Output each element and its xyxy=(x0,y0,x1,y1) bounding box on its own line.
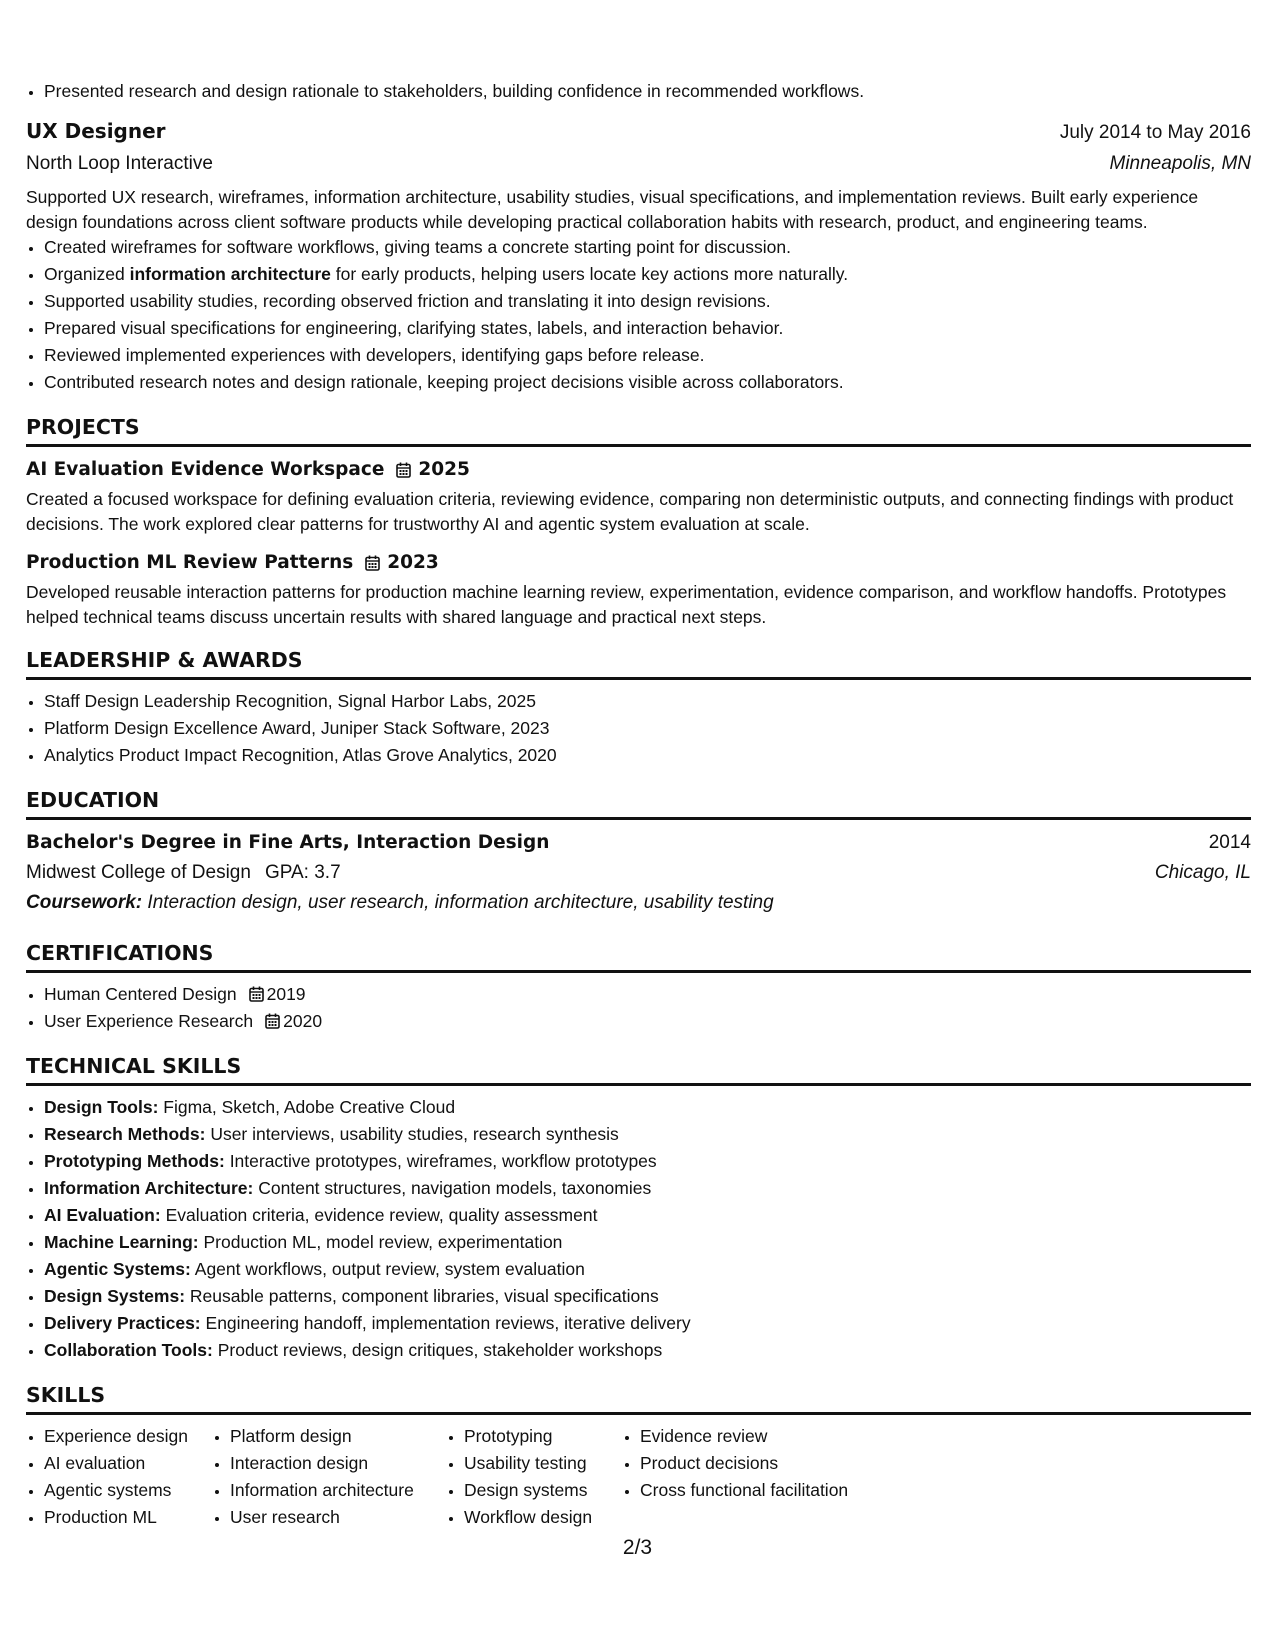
job-dates: July 2014 to May 2016 xyxy=(1059,122,1251,143)
list-item: • Platform Design Excellence Award, Juniper Stack Software, 2023 xyxy=(44,715,1251,742)
skills-grid xyxy=(26,1423,1251,1531)
calendar-icon xyxy=(249,986,264,1002)
skills-column xyxy=(622,1423,900,1531)
technical-skills-section xyxy=(26,1051,1251,1364)
list-item: • Evidence review xyxy=(640,1423,900,1450)
technical-skills-list xyxy=(26,1094,1251,1364)
leadership-section xyxy=(26,645,1251,769)
list-item: • Organized information architecture for early products, helping users locate key actions more naturally. xyxy=(44,261,1251,288)
list-item: • Experience design xyxy=(44,1423,212,1450)
previous-job-bullets xyxy=(26,78,1251,105)
list-item: • Presented research and design rationale to stakeholders, building confidence in recommended workflows. xyxy=(44,78,1251,105)
list-item: • Prototyping xyxy=(464,1423,622,1450)
list-item: • User research xyxy=(230,1504,446,1531)
list-item: • Prototyping Methods: Interactive prototypes, wireframes, workflow prototypes xyxy=(44,1148,1251,1175)
list-item: • Information Architecture: Content structures, navigation models, taxonomies xyxy=(44,1175,1251,1202)
section-title: PROJECTS xyxy=(26,415,140,439)
list-item: • AI Evaluation: Evaluation criteria, evidence review, quality assessment xyxy=(44,1202,1251,1229)
calendar-icon xyxy=(265,1013,280,1029)
project-name: AI Evaluation Evidence Workspace xyxy=(26,459,385,480)
list-item: • Delivery Practices: Engineering handoff, implementation reviews, iterative delivery xyxy=(44,1310,1251,1337)
list-item: • Supported usability studies, recording observed friction and translating it into design revisions. xyxy=(44,288,1251,315)
job-bullets xyxy=(26,234,1251,396)
list-item: • Design Tools: Figma, Sketch, Adobe Creative Cloud xyxy=(44,1094,1251,1121)
list-item: • Created wireframes for software workflows, giving teams a concrete starting point for discussion. xyxy=(44,234,1251,261)
calendar-icon xyxy=(396,462,411,478)
job-company: North Loop Interactive xyxy=(26,153,213,174)
list-item: • Information architecture xyxy=(230,1477,446,1504)
section-title: EDUCATION xyxy=(26,788,160,812)
list-item: • Reviewed implemented experiences with developers, identifying gaps before release. xyxy=(44,342,1251,369)
list-item: • Design systems xyxy=(464,1477,622,1504)
job-summary: Supported UX research, wireframes, information architecture, usability studies, visual specifications, and implementation reviews. Built early experience design foundations across client software products while developing practical collaboration habits with research, product, and engineering teams. xyxy=(26,187,1199,232)
page-number: 2/3 xyxy=(622,1536,653,1559)
list-item: • Prepared visual specifications for engineering, clarifying states, labels, and interaction behavior. xyxy=(44,315,1251,342)
section-divider xyxy=(26,444,1251,447)
projects-section xyxy=(26,412,1251,629)
project-year: 2023 xyxy=(387,552,439,573)
section-title: LEADERSHIP & AWARDS xyxy=(26,648,303,672)
section-title: TECHNICAL SKILLS xyxy=(26,1054,242,1078)
section-divider xyxy=(26,817,1251,820)
list-item: • Contributed research notes and design rationale, keeping project decisions visible across collaborators. xyxy=(44,369,1251,396)
project-name: Production ML Review Patterns xyxy=(26,552,354,573)
section-divider xyxy=(26,1083,1251,1086)
list-item: • Collaboration Tools: Product reviews, design critiques, stakeholder workshops xyxy=(44,1337,1251,1364)
project-header xyxy=(26,548,1251,578)
list-item: • Product decisions xyxy=(640,1450,900,1477)
skills-column xyxy=(26,1423,212,1531)
list-item: • Research Methods: User interviews, usability studies, research synthesis xyxy=(44,1121,1251,1148)
awards-list xyxy=(26,688,1251,769)
job-title: UX Designer xyxy=(26,119,166,143)
list-item: • Analytics Product Impact Recognition, Atlas Grove Analytics, 2020 xyxy=(44,742,1251,769)
list-item: • Workflow design xyxy=(464,1504,622,1531)
job-entry xyxy=(26,115,1251,396)
skills-section xyxy=(26,1380,1251,1531)
skills-column xyxy=(212,1423,446,1531)
project-year: 2025 xyxy=(418,459,470,480)
section-divider xyxy=(26,970,1251,973)
project-header xyxy=(26,455,1251,485)
education-section xyxy=(26,785,1251,918)
school-name: Midwest College of Design xyxy=(26,862,251,883)
list-item: • Interaction design xyxy=(230,1450,446,1477)
list-item: • Platform design xyxy=(230,1423,446,1450)
section-title: SKILLS xyxy=(26,1383,106,1407)
graduation-year: 2014 xyxy=(1208,832,1251,853)
degree: Bachelor's Degree in Fine Arts, Interaction Design xyxy=(26,832,550,853)
gpa: GPA: 3.7 xyxy=(264,862,341,883)
list-item: • Staff Design Leadership Recognition, Signal Harbor Labs, 2025 xyxy=(44,688,1251,715)
certifications-section xyxy=(26,938,1251,1035)
section-divider xyxy=(26,677,1251,680)
section-title: CERTIFICATIONS xyxy=(26,941,214,965)
list-item: • Cross functional facilitation xyxy=(640,1477,900,1504)
skills-column xyxy=(446,1423,622,1531)
school-location: Chicago, IL xyxy=(1154,862,1251,883)
list-item: • User Experience Research 2020 xyxy=(44,1008,1251,1035)
certifications-list xyxy=(26,981,1251,1035)
project-description: Created a focused workspace for defining evaluation criteria, reviewing evidence, comparing non deterministic outputs, and connecting findings with product decisions. The work explored clear patterns for trustworthy AI and agentic system evaluation at scale. xyxy=(26,489,1234,534)
list-item: • Agentic systems xyxy=(44,1477,212,1504)
section-divider xyxy=(26,1412,1251,1415)
list-item: • AI evaluation xyxy=(44,1450,212,1477)
list-item: • Production ML xyxy=(44,1504,212,1531)
project-description: Developed reusable interaction patterns for production machine learning review, experimentation, evidence comparison, and workflow handoffs. Prototypes helped technical teams discuss uncertain results with shared language and practical next steps. xyxy=(26,582,1227,627)
job-location: Minneapolis, MN xyxy=(1109,153,1251,174)
list-item: • Agentic Systems: Agent workflows, output review, system evaluation xyxy=(44,1256,1251,1283)
list-item: • Human Centered Design 2019 xyxy=(44,981,1251,1008)
calendar-icon xyxy=(365,555,380,571)
coursework: Coursework: Interaction design, user research, information architecture, usability testing xyxy=(26,892,774,913)
list-item: • Machine Learning: Production ML, model review, experimentation xyxy=(44,1229,1251,1256)
list-item: • Design Systems: Reusable patterns, component libraries, visual specifications xyxy=(44,1283,1251,1310)
list-item: • Usability testing xyxy=(464,1450,622,1477)
